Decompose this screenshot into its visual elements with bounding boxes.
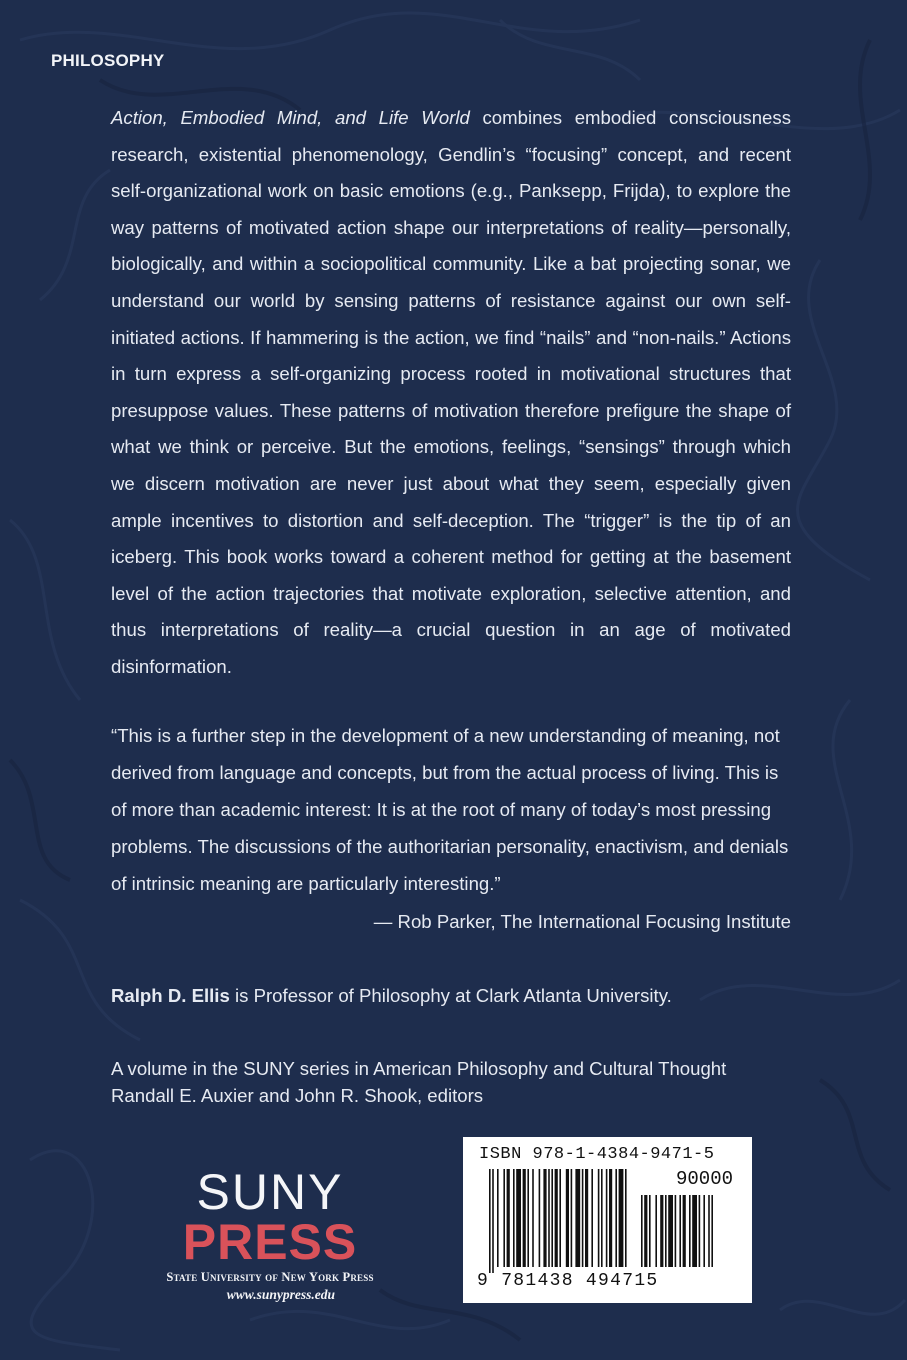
author-bio: [111, 978, 801, 1014]
author-name: Ralph D. Ellis: [111, 985, 230, 1006]
author-bio-text: is Professor of Philosophy at Clark Atlanta University.: [229, 985, 672, 1006]
series-editors: Randall E. Auxier and John R. Shook, editors: [111, 1085, 484, 1106]
isbn-barcode: [463, 1137, 752, 1303]
logo-press: PRESS: [182, 1214, 358, 1270]
series-info: [111, 1055, 811, 1109]
endorsement-quote: “This is a further step in the development of a new understanding of meaning, not derived from language and concepts, but from the actual process of living. This is of more than academic interest: It is at the root of many of today’s most pressing problems. The discussions of the authoritarian personality, enactivism, and denials of intrinsic meaning are particularly interesting.”: [111, 725, 789, 894]
quote-attribution: — Rob Parker, The International Focusing Institute: [373, 911, 791, 932]
price-addon-number: 90000: [675, 1168, 733, 1190]
logo-suny: SUNY: [196, 1164, 344, 1220]
book-title-italic: Action, Embodied Mind, and Life World: [111, 107, 470, 128]
ean-digits: 9 781438 494715: [477, 1271, 659, 1291]
series-line: A volume in the SUNY series in American Philosophy and Cultural Thought: [111, 1058, 727, 1079]
isbn-label: ISBN 978-1-4384-9471-5: [479, 1145, 715, 1164]
description-body: combines embodied consciousness research, existential phenomenology, Gendlin’s “focusing” concept, and recent self-organizational work on basic emotions (e.g., Panksepp, Frijda), to explore the way patterns of motivated action shape our interpretations of reality—personally, biologically, and within a sociopolitical community. Like a bat projecting sonar, we understand our world by sensing patterns of resistance against our own self-initiated actions. If hammering is the action, we find “nails” and “non-nails.” Actions in turn express a self-organizing process rooted in motivational structures that presuppose values. These patterns of motivation therefore prefigure the shape of what we think or perceive. But the emotions, feelings, “sensings” through which we discern motivation are never just about what they seem, especially given ample incentives to distortion and self-deception. The “trigger” is the tip of an iceberg. This book works toward a coherent method for getting at the basement level of the action trajectories that motivate exploration, selective attention, and thus interpretations of reality—a crucial question in an age of motivated disinformation.: [111, 107, 791, 677]
book-description: [111, 100, 791, 686]
suny-press-logo: [150, 1164, 390, 1303]
publisher-url: www.sunypress.edu: [226, 1287, 335, 1302]
category-label: PHILOSOPHY: [51, 51, 165, 70]
publisher-subtitle: State University of New York Press: [166, 1270, 374, 1284]
